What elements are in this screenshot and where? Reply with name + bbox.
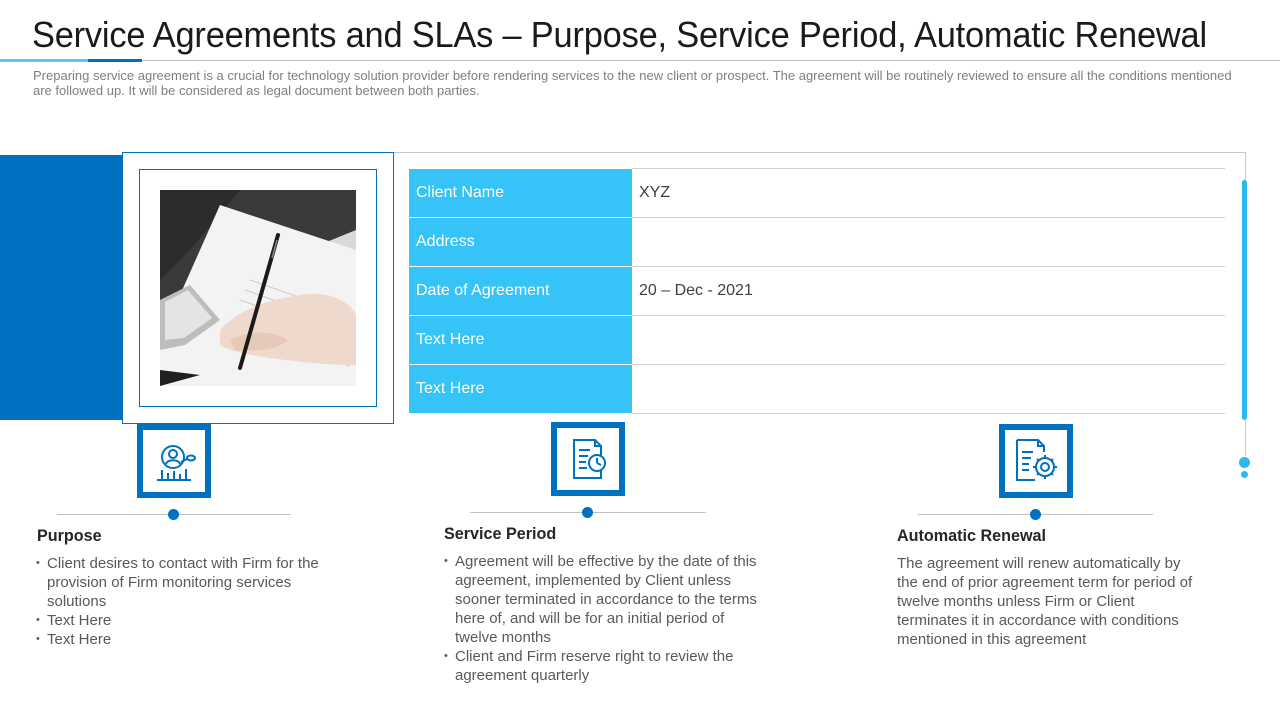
document-clock-icon bbox=[557, 428, 619, 490]
table-row bbox=[409, 316, 1225, 365]
decorative-accent-bar bbox=[1242, 180, 1247, 420]
purpose-icon-box bbox=[137, 424, 211, 498]
decorative-blue-band bbox=[0, 155, 124, 420]
row-value bbox=[632, 218, 1225, 267]
row-label: Address bbox=[409, 218, 632, 267]
agreement-info-table bbox=[409, 168, 1225, 414]
signing-document-photo bbox=[160, 190, 356, 386]
page-title: Service Agreements and SLAs – Purpose, Service Period, Automatic Renewal bbox=[32, 14, 1207, 55]
table-row bbox=[409, 169, 1225, 218]
service-period-bullets bbox=[444, 552, 766, 685]
list-item: • Client desires to contact with Firm for the provision of Firm monitoring services solutions bbox=[36, 554, 326, 611]
service-period-marker-dot bbox=[582, 507, 593, 518]
purpose-marker-dot bbox=[168, 509, 179, 520]
title-divider bbox=[0, 60, 1280, 61]
page-subtitle: Preparing service agreement is a crucial for technology solution provider before rendering services to the new client or prospect. The agreement will be routinely reviewed to ensure all the conditions mentioned are followed up. It will be considered as legal document between both parties. bbox=[33, 68, 1232, 98]
automatic-renewal-icon-box bbox=[999, 424, 1073, 498]
automatic-renewal-marker-dot bbox=[1030, 509, 1041, 520]
list-item: • Client and Firm reserve right to review the agreement quarterly bbox=[444, 647, 766, 685]
purpose-title: Purpose bbox=[37, 526, 102, 545]
list-item: • Text Here bbox=[36, 611, 326, 630]
row-value: XYZ bbox=[632, 169, 1225, 218]
table-row bbox=[409, 267, 1225, 316]
frame-top-line bbox=[300, 152, 1246, 153]
photo-frame bbox=[139, 169, 377, 407]
photo-card bbox=[122, 152, 394, 424]
row-label: Client Name bbox=[409, 169, 632, 218]
service-period-title: Service Period bbox=[444, 524, 557, 543]
document-gear-icon bbox=[1005, 430, 1067, 492]
list-item: • Agreement will be effective by the date of this agreement, implemented by Client unless sooner terminated in accordance to the terms here of, and will be for an initial period of twelve months bbox=[444, 552, 766, 647]
row-value bbox=[632, 316, 1225, 365]
automatic-renewal-text: The agreement will renew automatically by the end of prior agreement term for period of twelve months unless Firm or Client terminates it in accordance with conditions mentioned in this agreement bbox=[897, 555, 1193, 648]
title-accent-light bbox=[0, 59, 88, 62]
row-label: Date of Agreement bbox=[409, 267, 632, 316]
list-item: • Text Here bbox=[36, 630, 326, 649]
row-value: 20 – Dec - 2021 bbox=[632, 267, 1225, 316]
service-period-icon-box bbox=[551, 422, 625, 496]
analyst-search-icon bbox=[143, 430, 205, 492]
table-row bbox=[409, 218, 1225, 267]
row-label: Text Here bbox=[409, 365, 632, 414]
decorative-dot-small bbox=[1241, 471, 1248, 478]
title-accent-dark bbox=[88, 59, 142, 62]
row-value bbox=[632, 365, 1225, 414]
row-label: Text Here bbox=[409, 316, 632, 365]
automatic-renewal-title: Automatic Renewal bbox=[897, 526, 1046, 545]
purpose-bullets bbox=[36, 554, 326, 649]
decorative-dot bbox=[1239, 457, 1250, 468]
table-row bbox=[409, 365, 1225, 414]
